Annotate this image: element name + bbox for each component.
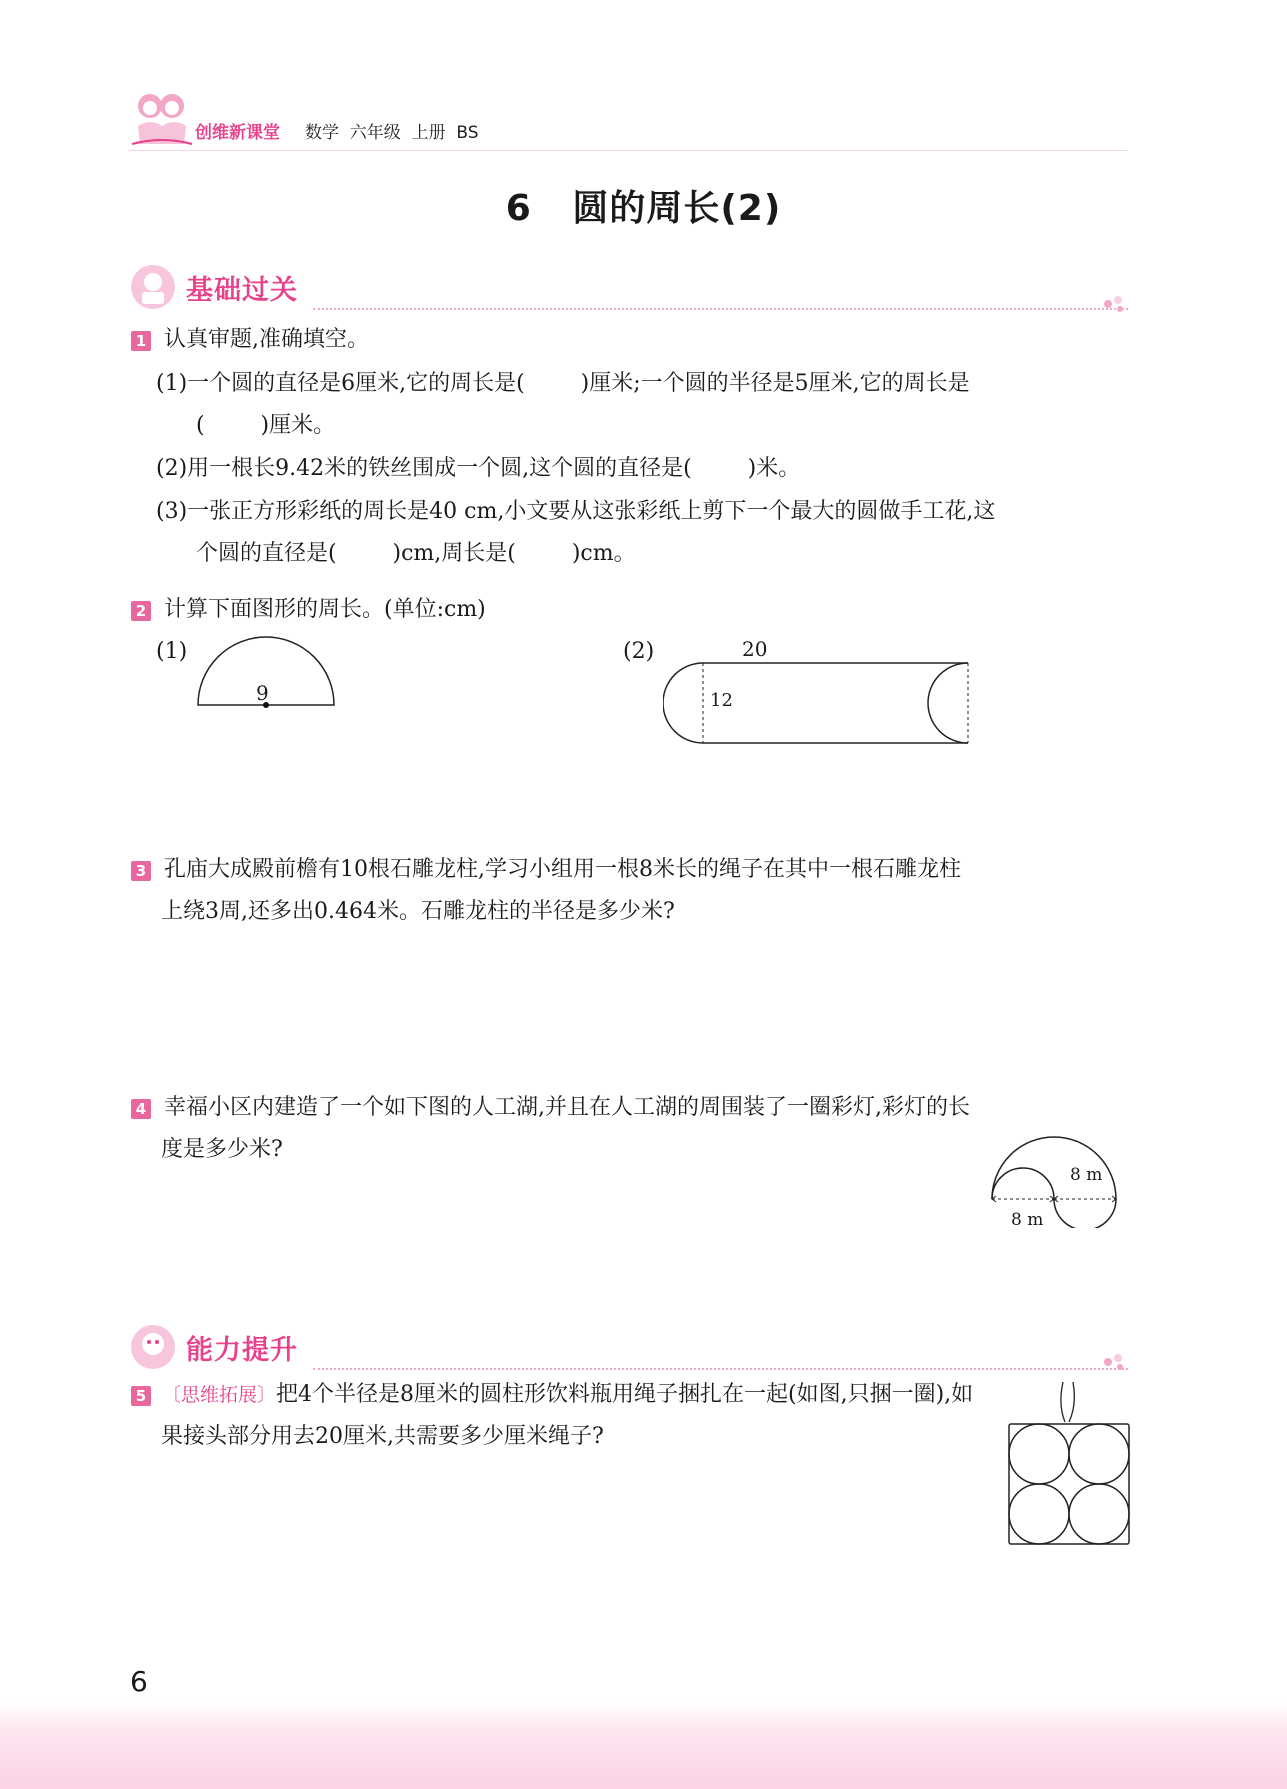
question-1-part-1-line-2: ( )厘米。 (196, 413, 336, 438)
question-number: 2 (131, 601, 151, 621)
question-1-part-3-line-1: (3)一张正方形彩纸的周长是40 cm,小文要从这张彩纸上剪下一个最大的圆做手工花,这 (156, 499, 996, 524)
page-number: 6 (130, 1665, 148, 1698)
flower-deco-icon (1100, 1350, 1130, 1374)
figure-1-label: (1) (156, 639, 188, 664)
question-1-stem-row (131, 325, 369, 355)
section-advanced-title: 能力提升 (186, 1335, 298, 1366)
question-number: 5 (131, 1386, 151, 1406)
question-3-line-1-row (131, 855, 961, 885)
question-number: 4 (131, 1099, 151, 1119)
question-1-part-1-line-1: (1)一个圆的直径是6厘米,它的周长是( )厘米;一个圆的半径是5厘米,它的周长是 (156, 371, 970, 396)
section-basic-divider (313, 308, 1128, 310)
question-3 (128, 855, 1128, 955)
figure-2-label: (2) (623, 639, 655, 664)
lake-label-bottom: 8 m (1011, 1210, 1044, 1230)
question-5-line-2: 果接头部分用去20厘米,共需要多少厘米绳子? (161, 1424, 604, 1449)
lake-label-top: 8 m (1070, 1165, 1103, 1185)
section-badge-icon (128, 1322, 178, 1372)
section-basic (128, 260, 1128, 320)
flower-deco-icon (1100, 292, 1130, 316)
question-number: 3 (131, 861, 151, 881)
footer-band (0, 1703, 1287, 1789)
section-advanced-divider (313, 1368, 1128, 1370)
question-1-part-2: (2)用一根长9.42米的铁丝围成一个圆,这个圆的直径是( )米。 (156, 456, 801, 481)
section-advanced (128, 1320, 1128, 1380)
section-basic-title: 基础过关 (186, 275, 298, 306)
bottles-bundle-figure (1003, 1380, 1143, 1565)
question-5-line-1-row (131, 1380, 973, 1410)
question-number: 1 (131, 331, 151, 351)
header (0, 0, 1287, 160)
question-2-stem-row (131, 595, 486, 625)
question-3-line-2: 上绕3周,还多出0.464米。石雕龙柱的半径是多少米? (161, 899, 675, 924)
header-brand: 创维新课堂 (195, 123, 280, 143)
question-3-line-1: 孔庙大成殿前檐有10根石雕龙柱,学习小组用一根8米长的绳子在其中一根石雕龙柱 (164, 857, 961, 882)
question-4-line-2: 度是多少米? (161, 1137, 283, 1162)
question-4-line-1-row (131, 1093, 970, 1123)
question-2-stem: 计算下面图形的周长。(单位:cm) (164, 597, 486, 622)
question-5 (128, 1380, 1128, 1570)
header-subtitle: 数学 六年级 上册 BS (305, 123, 479, 143)
figure-2-top-label: 20 (742, 637, 768, 661)
section-badge-icon (128, 262, 178, 312)
page-title: 6 圆的周长(2) (505, 188, 782, 229)
question-4 (128, 1093, 1128, 1253)
question-4-line-1: 幸福小区内建造了一个如下图的人工湖,并且在人工湖的周围装了一圈彩灯,彩灯的长 (164, 1095, 970, 1120)
question-1-part-3-line-2: 个圆的直径是( )cm,周长是( )cm。 (196, 541, 636, 566)
question-1-stem: 认真审题,准确填空。 (164, 327, 369, 352)
figure-2-side-label: 12 (710, 690, 733, 711)
question-2 (128, 595, 1128, 765)
figure-1-diameter-label: 9 (256, 681, 269, 705)
mascot-icon (128, 86, 196, 154)
header-divider (128, 150, 1128, 151)
question-1 (128, 325, 1128, 575)
thinking-extension-tag: 〔思维拓展〕 (162, 1384, 277, 1406)
question-5-line-1: 把4个半径是8厘米的圆柱形饮料瓶用绳子捆扎在一起(如图,只捆一圈),如 (276, 1382, 974, 1407)
